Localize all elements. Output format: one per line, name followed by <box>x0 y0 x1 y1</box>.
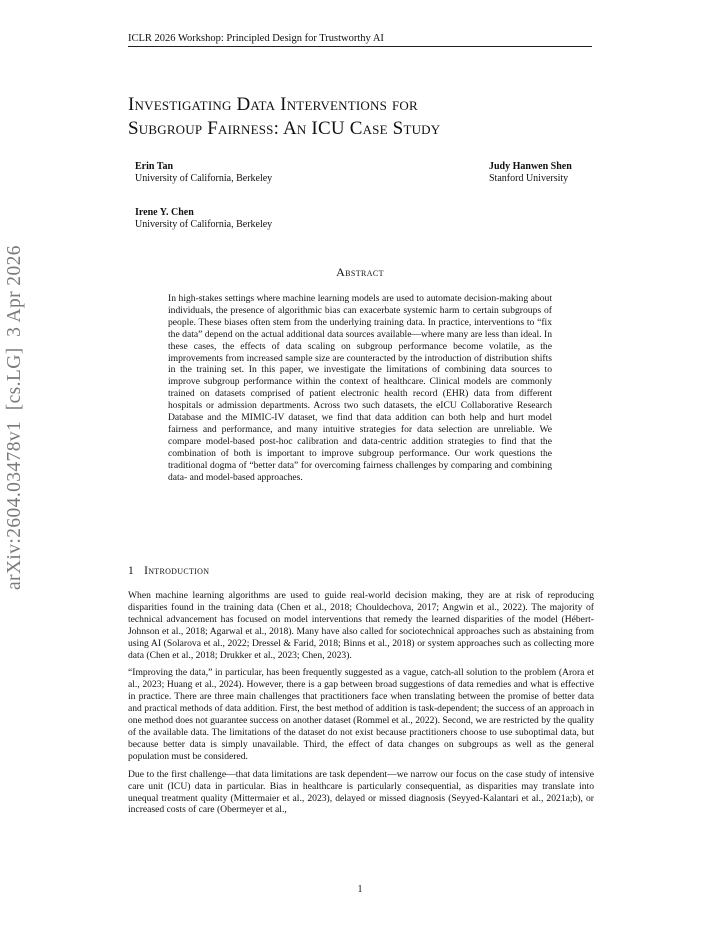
title-line-2: Subgroup Fairness: An ICU Case Study <box>128 118 441 139</box>
abstract-heading: Abstract <box>336 265 384 279</box>
author-block-2 <box>489 161 572 185</box>
paragraph: When machine learning algorithms are used to guide real-world decision making, they are at risk of reproducing disparities found in the training data (Chen et al., 2018; Chouldechova, 2017; Angwin et al., 2022). The majority of technical advancement has focused on model interventions that remedy the learned disparities of the model (Hébert-Johnson et al., 2018; Agarwal et al., 2018). Many have also called for sociotechnical approaches such as abstaining from using AI (Solarova et al., 2022; Dressel & Farid, 2018; Binns et al., 2018) or system approaches such as collecting more data (Chen et al., 2018; Drukker et al., 2023; Chen, 2023). <box>128 590 594 661</box>
section-title: Introduction <box>144 565 210 577</box>
author-affiliation: University of California, Berkeley <box>135 219 273 230</box>
abstract-text: In high-stakes settings where machine learning models are used to automate decision-making about individuals, the presence of algorithmic bias can exacerbate systemic harm to certain subgroups of people. These biases often stem from the underlying training data. In practice, interventions to “fix the data” depend on the actual additional data sources available—where many are less than ideal. In these cases, the effects of data scaling on subgroup performance become volatile, as the improvements from increased sample size are counteracted by the introduction of distribution shifts in the training set. In this paper, we investigate the limitations of combining data sources to improve subgroup performance within the context of healthcare. Clinical models are commonly trained on datasets comprised of patient electronic health record (EHR) data from different hospitals or admission departments. Across two such datasets, the eICU Collaborative Research Database and the MIMIC-IV dataset, we find that data addition can both help and hurt model fairness and performance, and many intuitive strategies for data selection are unreliable. We compare model-based post-hoc calibration and data-centric addition strategies to find that the combination of both is important to improve subgroup performance. Our work questions the traditional dogma of “better data” for overcoming fairness challenges by comparing and combining data- and model-based approaches. <box>168 293 552 483</box>
page-number: 1 <box>357 884 363 895</box>
author-name: Erin Tan <box>135 161 174 172</box>
author-block-1 <box>135 161 272 185</box>
section-number: 1 <box>128 565 135 577</box>
paragraph: “Improving the data,” in particular, has been frequently suggested as a vague, catch-all solution to the problem (Arora et al., 2023; Huang et al., 2024). However, there is a gap between broad suggestions of data remedies and what is effective in practice. There are three main challenges that practitioners face when translating between the promise of better data and practical methods of data addition. First, the best method of addition is task-dependent; the success of an approach in one method does not guarantee success on another dataset (Rommel et al., 2022). Second, we are restricted by the quality of the available data. The limitations of the dataset do not exist because practitioners choose to use suboptimal data, but because better data is simply unavailable. Third, the effect of data changes on subgroups as well as the general population must be considered. <box>128 667 594 762</box>
section-heading <box>128 565 209 577</box>
arxiv-identifier: arXiv:2604.03478v1 [cs.LG] 3 Apr 2026 <box>4 245 25 590</box>
title-line-1: Investigating Data Interventions for <box>128 94 418 115</box>
author-name: Judy Hanwen Shen <box>489 161 572 172</box>
author-affiliation: University of California, Berkeley <box>135 173 273 184</box>
author-name: Irene Y. Chen <box>135 207 194 218</box>
running-header: ICLR 2026 Workshop: Principled Design for Trustworthy AI <box>128 33 592 47</box>
author-block-3 <box>135 207 272 231</box>
author-affiliation: Stanford University <box>489 173 569 184</box>
paragraph: Due to the first challenge—that data limitations are task dependent—we narrow our focus on the case study of intensive care unit (ICU) data in particular. Bias in healthcare is particularly consequential, as disparities may translate into unequal treatment quality (Mittermaier et al., 2023), delayed or missed diagnosis (Seyyed-Kalantari et al., 2021a;b), or increased costs of care (Obermeyer et al., <box>128 768 594 816</box>
body-text <box>128 590 594 822</box>
paper-title <box>128 93 608 141</box>
